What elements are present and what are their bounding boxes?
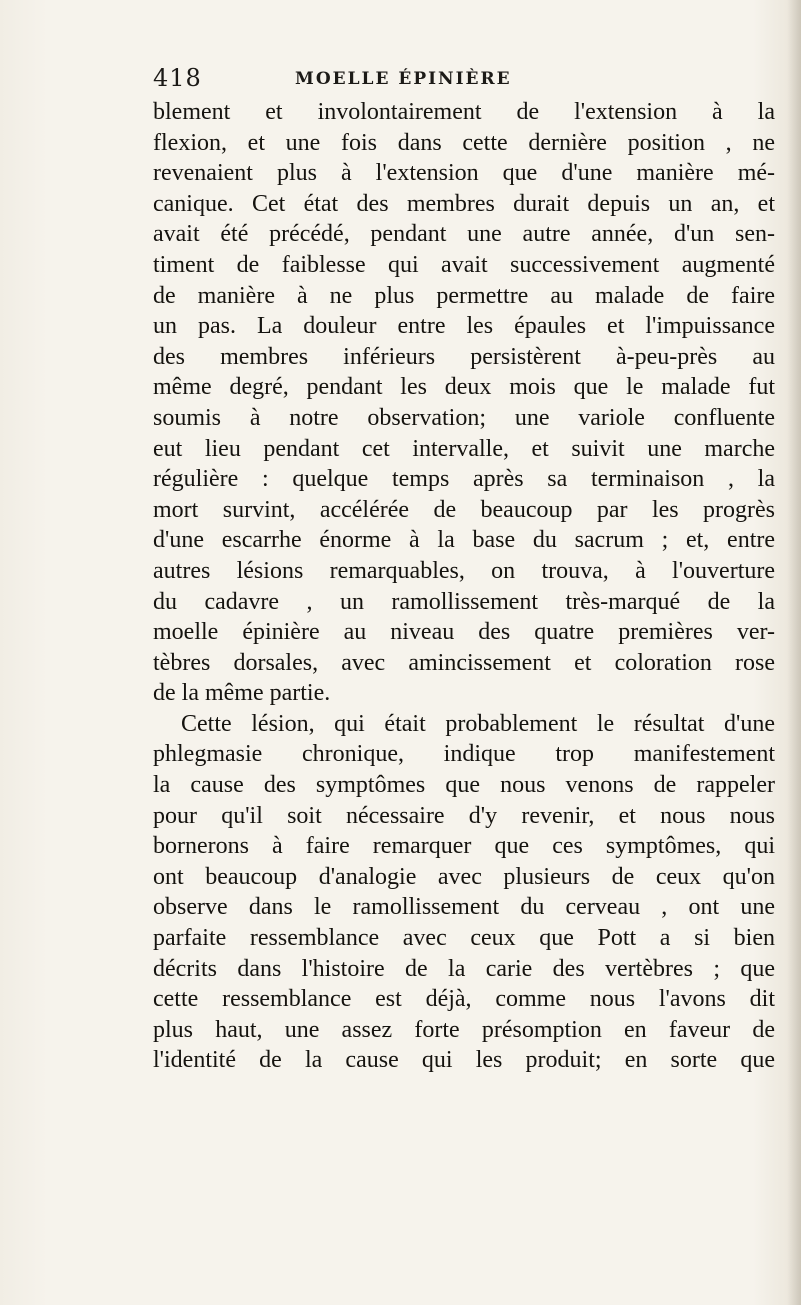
paragraph — [153, 709, 775, 1076]
body-text — [153, 97, 775, 1076]
text-line: tèbres dorsales, avec amincissement et coloration rose — [153, 649, 775, 676]
text-line: soumis à notre observation; une variole confluente — [153, 404, 775, 431]
text-line: même degré, pendant les deux mois que le malade fut — [153, 374, 775, 401]
text-line: la cause des symptômes que nous venons de rappeler — [153, 772, 775, 799]
text-line: eut lieu pendant cet intervalle, et suivit une marche — [153, 435, 775, 462]
text-line: flexion, et une fois dans cette dernière position , ne — [153, 129, 775, 156]
text-line: pour qu'il soit nécessaire d'y revenir, et nous nous — [153, 802, 775, 829]
text-line: mort survint, accélérée de beaucoup par les progrès — [153, 496, 775, 523]
text-line: un pas. La douleur entre les épaules et l'impuissance — [153, 313, 775, 340]
text-line: des membres inférieurs persistèrent à-peu-près au — [153, 343, 775, 370]
text-line: timent de faiblesse qui avait successivement augmenté — [153, 251, 775, 278]
text-line: régulière : quelque temps après sa terminaison , la — [153, 466, 775, 493]
text-line: ont beaucoup d'analogie avec plusieurs de ceux qu'on — [153, 863, 775, 890]
text-line: du cadavre , un ramollissement très-marqué de la — [153, 588, 775, 615]
text-line: canique. Cet état des membres durait depuis un an, et — [153, 190, 775, 217]
text-line: observe dans le ramollissement du cerveau , ont une — [153, 894, 775, 921]
text-line: parfaite ressemblance avec ceux que Pott a si bien — [153, 925, 775, 952]
text-line: autres lésions remarquables, on trouva, à l'ouverture — [153, 557, 775, 584]
running-title: MOELLE ÉPINIÈRE — [295, 69, 512, 89]
text-line: bornerons à faire remarquer que ces symptômes, qui — [153, 833, 775, 860]
text-line: de la même partie. — [153, 680, 331, 707]
text-line: décrits dans l'histoire de la carie des vertèbres ; que — [153, 955, 775, 982]
text-line: cette ressemblance est déjà, comme nous l'avons dit — [153, 986, 775, 1013]
text-line: de manière à ne plus permettre au malade de faire — [153, 282, 775, 309]
page-edge-shadow — [787, 0, 801, 1305]
page-header — [153, 64, 713, 94]
text-line: moelle épinière au niveau des quatre premières ver- — [153, 619, 775, 646]
page-number: 418 — [153, 64, 202, 92]
text-line: blement et involontairement de l'extension à la — [153, 99, 775, 125]
text-line: plus haut, une assez forte présomption en faveur de — [153, 1016, 775, 1043]
text-line: phlegmasie chronique, indique trop manifestement — [153, 741, 775, 768]
text-line: Cette lésion, qui était probablement le résultat d'une — [181, 710, 775, 737]
text-line: d'une escarrhe énorme à la base du sacrum ; et, entre — [153, 527, 775, 554]
text-line: revenaient plus à l'extension que d'une manière mé- — [153, 160, 775, 187]
paragraph — [153, 97, 775, 709]
text-line: l'identité de la cause qui les produit; en sorte que — [153, 1047, 775, 1074]
text-line: avait été précédé, pendant une autre année, d'un sen- — [153, 221, 775, 248]
